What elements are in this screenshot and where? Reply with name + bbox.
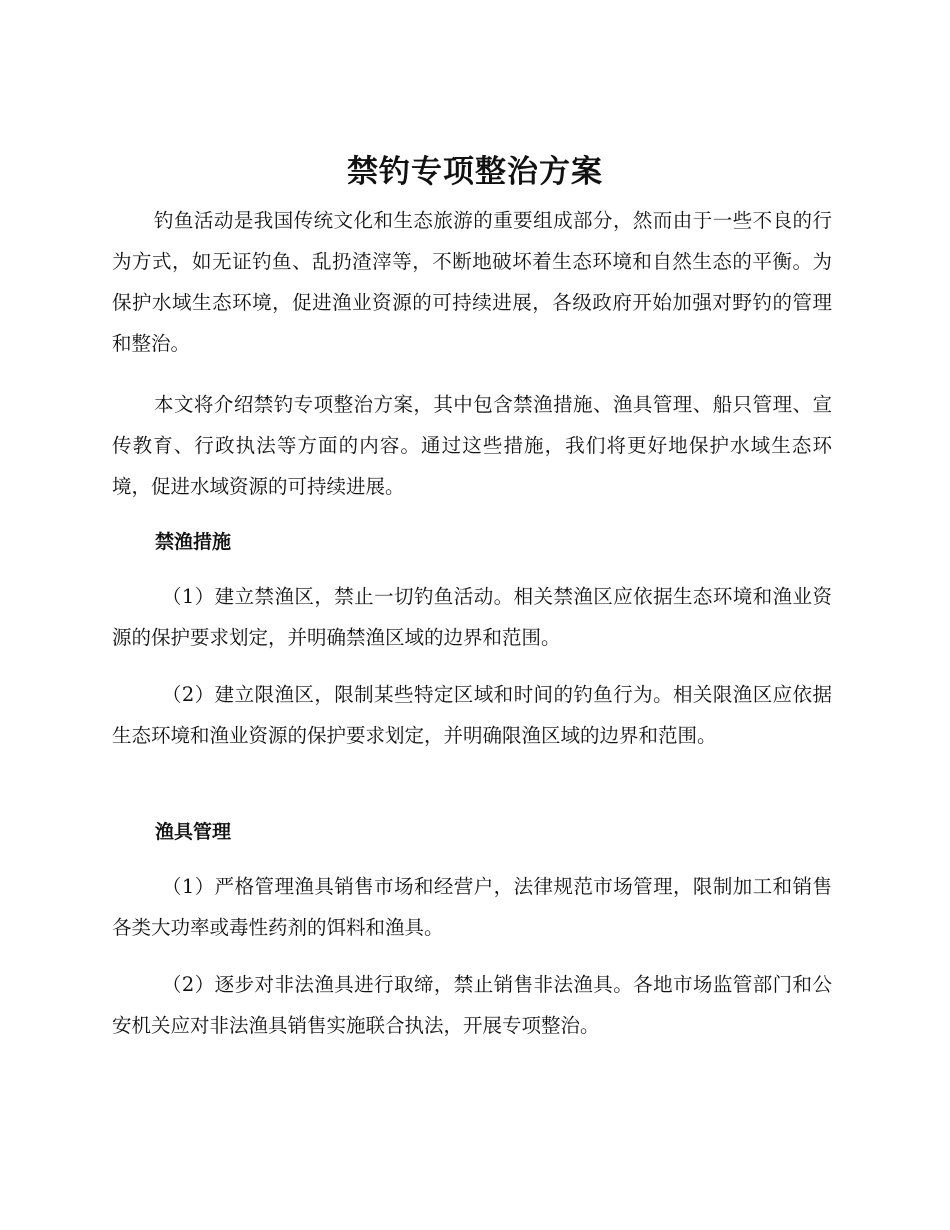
fishing-ban-item-1: （1）建立禁渔区，禁止一切钓鱼活动。相关禁渔区应依据生态环境和渔业资源的保护要求划定，并明确禁渔区域的边界和范围。 (112, 585, 832, 649)
section-heading-fishing-ban: 禁渔措施 (155, 531, 232, 553)
gear-management-item-1: （1）严格管理渔具销售市场和经营户，法律规范市场管理，限制加工和销售各类大功率或毒性药剂的饵料和渔具。 (112, 875, 832, 939)
gear-management-item-2: （2）逐步对非法渔具进行取缔，禁止销售非法渔具。各地市场监管部门和公安机关应对非法渔具销售实施联合执法，开展专项整治。 (112, 973, 832, 1037)
intro-paragraph-2: 本文将介绍禁钓专项整治方案，其中包含禁渔措施、渔具管理、船只管理、宣传教育、行政执法等方面的内容。通过这些措施，我们将更好地保护水域生态环境，促进水域资源的可持续进展。 (112, 393, 832, 498)
section-heading-gear-management: 渔具管理 (155, 821, 232, 843)
intro-paragraph-1: 钓鱼活动是我国传统文化和生态旅游的重要组成部分，然而由于一些不良的行为方式，如无证钓鱼、乱扔渣滓等，不断地破坏着生态环境和自然生态的平衡。为保护水域生态环境，促进渔业资源的可持续进展，各级政府开始加强对野钓的管理和整治。 (112, 209, 832, 355)
fishing-ban-item-2: （2）建立限渔区，限制某些特定区域和时间的钓鱼行为。相关限渔区应依据生态环境和渔业资源的保护要求划定，并明确限渔区域的边界和范围。 (112, 683, 832, 747)
document-title: 禁钓专项整治方案 (347, 154, 603, 190)
